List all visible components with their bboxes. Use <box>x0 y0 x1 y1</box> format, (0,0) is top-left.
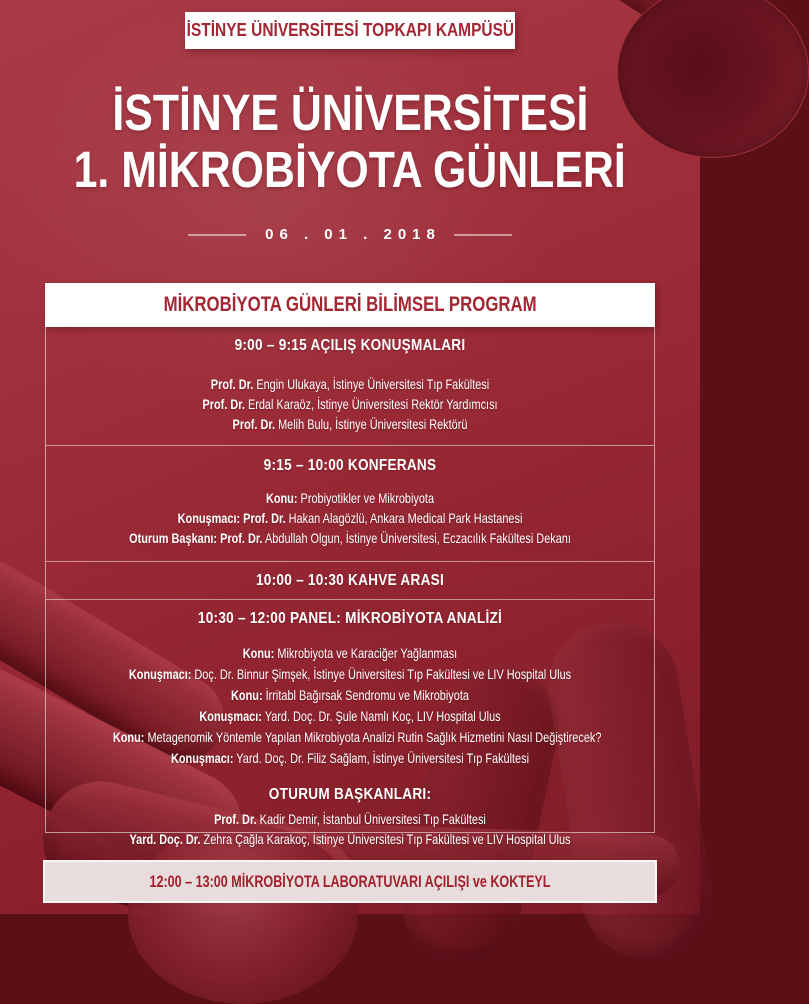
session-2-chair: Oturum Başkanı: Prof. Dr. Abdullah Olgun, İstinye Üniversitesi, Eczacılık Fakültesi Dekanı <box>129 530 571 546</box>
session-2-topic: Konu: Probiyotikler ve Mikrobiyota <box>265 490 435 506</box>
date-rule-left <box>188 234 246 236</box>
bacteria-cell-bottom-left <box>128 824 358 1004</box>
session-1-header: 9:00 – 9:15 AÇILIŞ KONUŞMALARI <box>234 337 466 354</box>
closing-banner-text: 12:00 – 13:00 MİKROBİYOTA LABORATUVARI AÇILIŞI ve KOKTEYL <box>149 871 551 891</box>
session-2-header: 9:15 – 10:00 KONFERANS <box>263 457 437 474</box>
closing-banner <box>43 860 657 903</box>
coffee-break-header: 10:00 – 10:30 KAHVE ARASI <box>255 572 445 589</box>
panel-speaker-3: Konuşmacı: Yard. Doç. Dr. Filiz Sağlam, İstinye Üniversitesi Tıp Fakültesi <box>170 750 530 766</box>
program-box <box>45 327 655 847</box>
section-divider-1 <box>46 445 654 446</box>
section-divider-2 <box>46 561 654 562</box>
session-1-speaker-1: Prof. Dr. Engin Ulukaya, İstinye Üniversitesi Tıp Fakültesi <box>210 376 490 392</box>
session-1-speaker-3: Prof. Dr. Melih Bulu, İstinye Üniversitesi Rektörü <box>232 416 468 432</box>
poster-title-line-1: İSTİNYE ÜNİVERSİTESİ <box>111 84 589 141</box>
panel-speaker-2: Konuşmacı: Yard. Doç. Dr. Şule Namlı Koç, LIV Hospital Ulus <box>199 708 501 724</box>
session-2-speaker: Konuşmacı: Prof. Dr. Hakan Alagözlü, Ankara Medical Park Hastanesi <box>177 510 523 526</box>
panel-topic-3: Konu: Metagenomik Yöntemle Yapılan Mikrobiyota Analizi Rutin Sağlık Hizmetini Nasıl Değiştirecek? <box>112 729 602 745</box>
poster-title <box>0 84 700 198</box>
session-chairs-header: OTURUM BAŞKANLARI: <box>268 786 432 803</box>
session-chair-1: Prof. Dr. Kadir Demir, İstanbul Üniversitesi Tıp Fakültesi <box>214 811 486 827</box>
campus-banner <box>185 12 515 49</box>
scientific-program-banner <box>45 283 655 327</box>
panel-speaker-1: Konuşmacı: Doç. Dr. Binnur Şimşek, İstinye Üniversitesi Tıp Fakültesi ve LIV Hospital Ulus <box>128 666 572 682</box>
campus-banner-text: İSTİNYE ÜNİVERSİTESİ TOPKAPI KAMPÜSÜ <box>186 20 514 40</box>
scientific-program-banner-text: MİKROBİYOTA GÜNLERİ BİLİMSEL PROGRAM <box>163 293 537 316</box>
panel-topic-1: Konu: Mikrobiyota ve Karaciğer Yağlanması <box>242 645 458 661</box>
session-chair-2: Yard. Doç. Dr. Zehra Çağla Karakoç, İstinye Üniversitesi Tıp Fakültesi ve LIV Hospital Ulus <box>129 831 571 847</box>
date-rule-right <box>454 234 512 236</box>
panel-topic-2: Konu: İrritabl Bağırsak Sendromu ve Mikrobiyota <box>231 687 469 703</box>
event-date-row <box>0 226 700 243</box>
panel-header: 10:30 – 12:00 PANEL: MİKROBİYOTA ANALİZİ <box>197 610 503 627</box>
event-date: 06 . 01 . 2018 <box>265 226 441 243</box>
session-1-speaker-2: Prof. Dr. Erdal Karaöz, İstinye Üniversitesi Rektör Yardımcısı <box>202 396 498 412</box>
section-divider-3 <box>46 599 654 600</box>
poster-title-line-2: 1. MİKROBİYOTA GÜNLERİ <box>73 141 627 198</box>
